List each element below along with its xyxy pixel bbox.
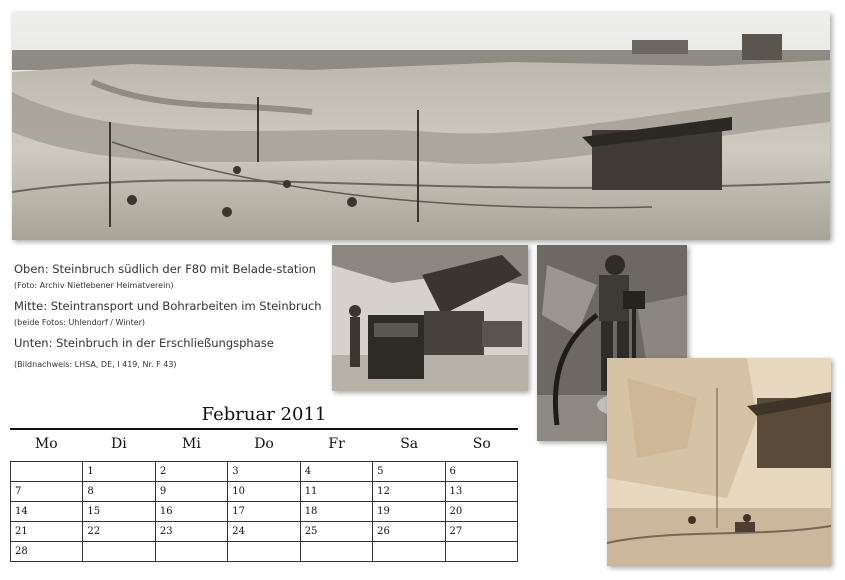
calendar-day [373, 542, 445, 562]
calendar-day: 18 [300, 502, 372, 522]
calendar-day: 5 [373, 462, 445, 482]
calendar-day: 17 [228, 502, 300, 522]
calendar-day: 1 [83, 462, 155, 482]
calendar-day: 3 [228, 462, 300, 482]
calendar-week [11, 462, 518, 482]
photo-captions [14, 262, 329, 380]
quarry-development-photo [607, 358, 831, 566]
calendar-day: 19 [373, 502, 445, 522]
calendar-day [300, 542, 372, 562]
caption-middle [14, 299, 329, 330]
calendar-day: 28 [11, 542, 83, 562]
calendar-day: 26 [373, 522, 445, 542]
calendar-day: 6 [445, 462, 517, 482]
calendar-day [155, 542, 227, 562]
weekday-label: Mo [34, 436, 58, 452]
calendar-day: 14 [11, 502, 83, 522]
calendar-day: 24 [228, 522, 300, 542]
calendar-day: 11 [300, 482, 372, 502]
calendar-divider [10, 428, 518, 430]
calendar-day: 10 [228, 482, 300, 502]
weekday-header [10, 436, 518, 452]
caption-top-source: (Foto: Archiv Nietlebener Heimatverein) [14, 281, 174, 290]
caption-top [14, 262, 329, 293]
caption-bottom [14, 336, 329, 351]
calendar-day: 7 [11, 482, 83, 502]
calendar-week [11, 482, 518, 502]
calendar-day: 2 [155, 462, 227, 482]
calendar-week [11, 542, 518, 562]
calendar-grid [10, 461, 518, 562]
caption-bottom-text: Unten: Steinbruch in der Erschließungsphase [14, 336, 274, 350]
calendar-day: 9 [155, 482, 227, 502]
weekday-label: Mi [182, 436, 201, 452]
calendar-title: Februar 2011 [201, 404, 327, 425]
calendar-day: 8 [83, 482, 155, 502]
caption-middle-source: (beide Fotos: Uhlendorf / Winter) [14, 318, 146, 327]
calendar-day [11, 462, 83, 482]
stone-transport-photo [332, 245, 528, 391]
weekday-label: Sa [400, 436, 419, 452]
calendar-day: 16 [155, 502, 227, 522]
weekday-label: So [472, 436, 491, 452]
calendar-week [11, 502, 518, 522]
calendar-day: 15 [83, 502, 155, 522]
calendar-day [228, 542, 300, 562]
calendar-day: 23 [155, 522, 227, 542]
caption-middle-text: Mitte: Steintransport und Bohrarbeiten im Steinbruch [14, 299, 322, 313]
weekday-label: Do [254, 436, 274, 452]
calendar-day: 12 [373, 482, 445, 502]
calendar-day: 25 [300, 522, 372, 542]
weekday-label: Fr [328, 436, 345, 452]
calendar-day: 20 [445, 502, 517, 522]
quarry-panorama-photo [12, 12, 830, 240]
weekday-label: Di [111, 436, 127, 452]
image-credit: (Bildnachweis: LHSA, DE, I 419, Nr. F 43) [14, 360, 177, 369]
calendar-day: 22 [83, 522, 155, 542]
calendar-day: 4 [300, 462, 372, 482]
calendar-day: 27 [445, 522, 517, 542]
calendar-day: 21 [11, 522, 83, 542]
caption-top-text: Oben: Steinbruch südlich der F80 mit Belade-station [14, 262, 316, 276]
calendar-day [445, 542, 517, 562]
calendar-day [83, 542, 155, 562]
calendar-day: 13 [445, 482, 517, 502]
calendar-week [11, 522, 518, 542]
